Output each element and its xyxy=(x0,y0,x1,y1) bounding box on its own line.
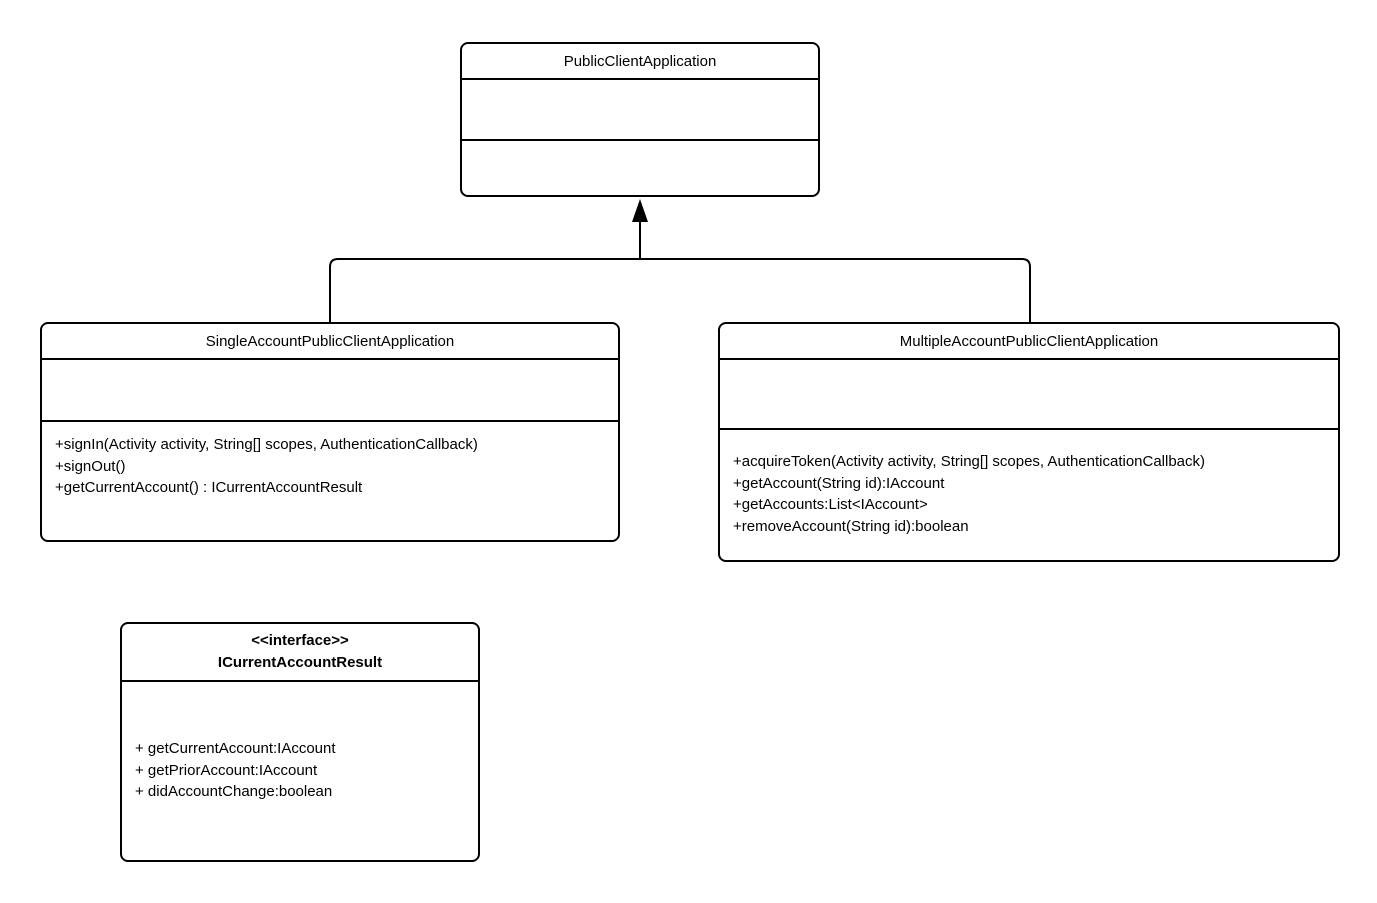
interface-title xyxy=(122,624,478,680)
methods-compartment xyxy=(42,420,618,540)
method-item: +getAccount(String id):IAccount xyxy=(733,474,945,492)
stereotype-label: <<interface>> xyxy=(251,632,349,649)
method-item: +signIn(Activity activity, String[] scopes, AuthenticationCallback) xyxy=(55,436,478,453)
class-name-label: SingleAccountPublicClientApplication xyxy=(205,332,455,350)
attributes-compartment xyxy=(720,358,1338,428)
class-box-publicclientapplication[interactable] xyxy=(460,42,820,197)
class-name-label: ICurrentAccountResult xyxy=(217,654,383,671)
class-title xyxy=(42,324,618,358)
class-name-label: MultipleAccountPublicClientApplication xyxy=(899,332,1159,350)
method-item: +removeAccount(String id):boolean xyxy=(733,517,969,535)
class-box-multipleaccountpublicclientapplication[interactable] xyxy=(718,322,1340,562)
class-box-singleaccountpublicclientapplication[interactable] xyxy=(40,322,620,542)
methods-compartment xyxy=(122,680,478,860)
method-item: +acquireToken(Activity activity, String[] scopes, AuthenticationCallback) xyxy=(733,453,1206,470)
attributes-compartment xyxy=(42,358,618,420)
class-name-label: PublicClientApplication xyxy=(563,52,717,70)
method-item: +signOut() xyxy=(55,457,126,475)
interface-box-icurrentaccountresult[interactable] xyxy=(120,622,480,862)
method-item: +getAccounts:List<IAccount> xyxy=(733,496,928,513)
class-title xyxy=(462,44,818,78)
methods-compartment xyxy=(720,428,1338,560)
class-title xyxy=(720,324,1338,358)
methods-compartment xyxy=(462,139,818,195)
method-item: + didAccountChange:boolean xyxy=(135,783,333,800)
generalization-edge-single-account[interactable] xyxy=(330,259,640,322)
generalization-arrowhead-icon xyxy=(632,199,648,222)
attributes-compartment xyxy=(462,78,818,139)
method-item: + getPriorAccount:IAccount xyxy=(135,761,318,779)
method-item: +getCurrentAccount() : ICurrentAccountResult xyxy=(55,479,363,496)
method-item: + getCurrentAccount:IAccount xyxy=(135,740,336,757)
generalization-edge-multiple-account[interactable] xyxy=(640,259,1030,322)
